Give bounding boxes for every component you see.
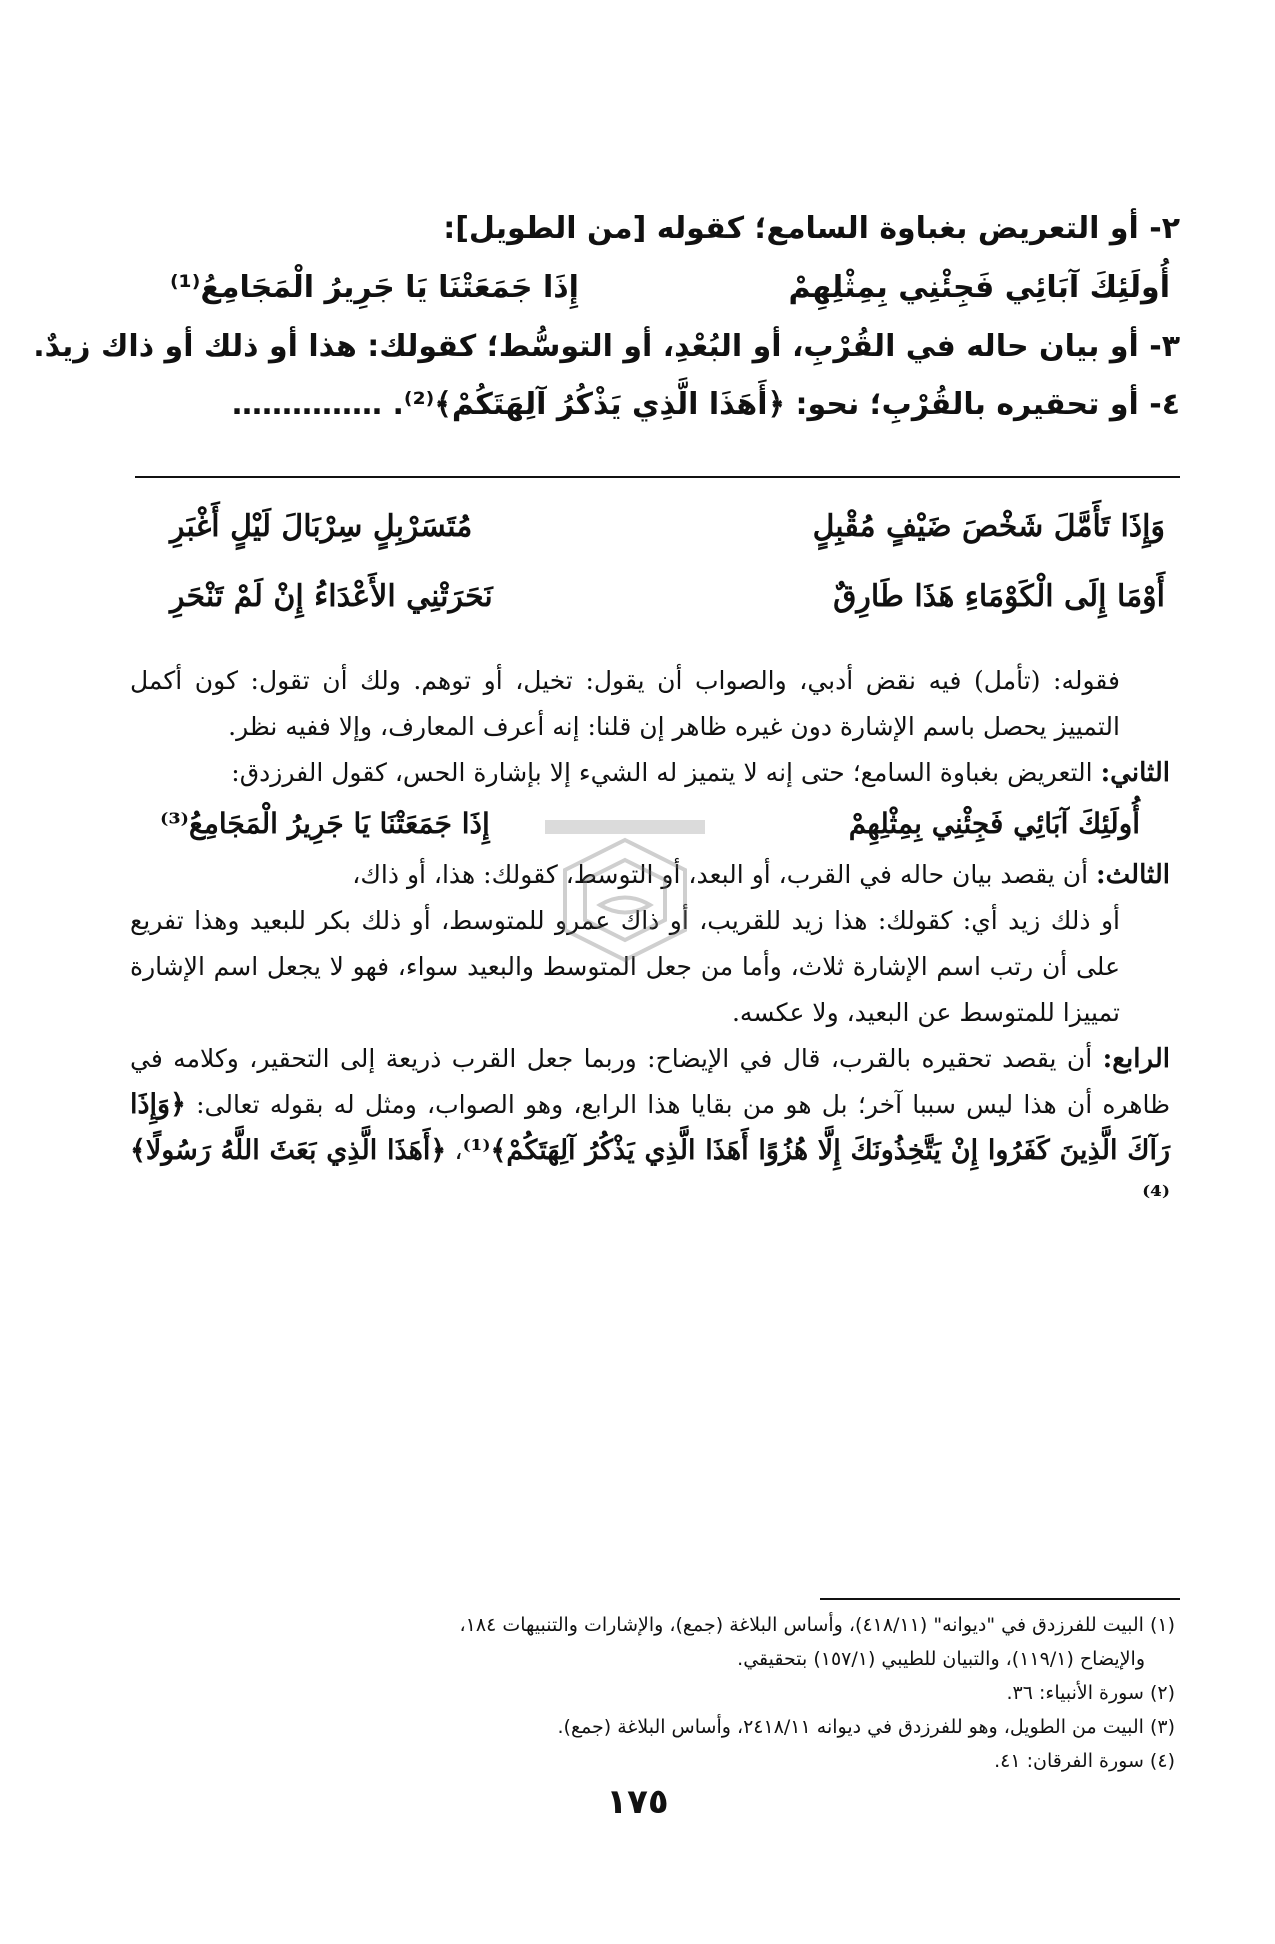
ellipsis-dots: ……………: [231, 387, 382, 422]
footnote-4: (٤) سورة الفرقان: ٤١.: [994, 1750, 1175, 1772]
commentary-paragraph-4-text: أن يقصد تحقيره بالقرب، قال في الإيضاح: وربما جعل القرب ذريعة إلى التحقير، وكلامه في ظاهره أن هذا ليس سببا آخر؛ بل هو من بقايا هذا الرابع، وهو الصواب، ومثل له بقوله تعالى:: [130, 1044, 1170, 1119]
quran-quote-2: ﴿أَهَذَا الَّذِي بَعَثَ اللَّهُ رَسُولًا﴾⁽⁴⁾: [130, 1135, 1170, 1212]
section-label-second: الثاني:: [1100, 758, 1170, 788]
main-text-block: [33, 200, 1180, 434]
matn-line-4: [170, 376, 1180, 434]
divider-line: [135, 476, 1180, 478]
poem-line-2-second: نَحَرَتْنِي الأَعْدَاءُ إِنْ لَمْ تَنْحَرِ: [170, 579, 493, 614]
commentary-paragraph-3-text: أن يقصد بيان حاله في القرب، أو البعد، أو التوسط، كقولك: هذا، أو ذاك،: [352, 860, 1089, 889]
commentary-paragraph-3-cont: أو ذلك زيد أي: كقولك: هذا زيد للقريب، أو ذاك عمرو للمتوسط، أو ذلك بكر للبعيد وهذا تفريع على أن رتب اسم الإشارة ثلاث، وأما من جعل المتوسط والبعيد سواء، فهو لا يجعل اسم الإشارة تمييزا للمتوسط عن البعيد، ولا عكسه.: [130, 906, 1120, 1027]
poem-line-2: [170, 562, 1165, 632]
footnote-rule: [820, 1598, 1180, 1600]
verse-second-hemistich: إِذَا جَمَعَتْنَا يَا جَرِيرُ الْمَجَامِعُ⁽¹⁾: [170, 270, 579, 305]
matn-line-2: ٢- أو التعريض بغباوة السامع؛ كقوله [من الطويل]:: [443, 211, 1180, 246]
commentary-verse-second: إِذَا جَمَعَتْنَا يَا جَرِيرُ الْمَجَامِعُ⁽³⁾: [160, 807, 490, 840]
poem-line-2-first: أَوْمَا إِلَى الْكَوْمَاءِ هَذَا طَارِقٌ: [833, 579, 1165, 614]
commentary-paragraph-2-text: التعريض بغباوة السامع؛ حتى إنه لا يتميز له الشيء إلا بإشارة الحس، كقول الفرزدق:: [231, 758, 1093, 787]
poem-block: [170, 492, 1165, 632]
library-watermark-icon: [525, 820, 725, 1000]
poem-line-1-second: مُتَسَرْبِلٍ سِرْبَالَ لَيْلٍ أَغْبَرِ: [170, 509, 473, 544]
quran-separator: ،: [446, 1136, 463, 1165]
footnote-2: (٢) سورة الأنبياء: ٣٦.: [1006, 1682, 1175, 1704]
footnote-1-cont: والإيضاح (١١٩/١)، والتبيان للطيبي (١٥٧/١) بتحقيقي.: [737, 1648, 1145, 1670]
footnote-3: (٣) البيت من الطويل، وهو للفرزدق في ديوانه ٢٤١٨/١١، وأساس البلاغة (جمع).: [557, 1716, 1175, 1738]
page-number: ١٧٥: [606, 1782, 669, 1822]
commentary-paragraph-4: [130, 1036, 1170, 1220]
matn-line-3: ٣- أو بيان حاله في القُرْبِ، أو البُعْدِ، أو التوسُّط؛ كقولك: هذا أو ذلك أو ذاك زيدٌ.: [33, 329, 1180, 364]
matn-verse: [170, 258, 1180, 318]
footnote-1: (١) البيت للفرزدق في "ديوانه" (٤١٨/١١)، وأساس البلاغة (جمع)، والإشارات والتنبيهات ١٨٤،: [459, 1614, 1175, 1636]
commentary-verse-first: أُولَئِكَ آبَائِي فَجِئْنِي بِمِثْلِهِمْ: [848, 807, 1140, 840]
poem-line-1: [170, 492, 1165, 562]
matn-line-4-text: ٤- أو تحقيره بالقُرْبِ؛ نحو: ﴿أَهَذَا الَّذِي يَذْكُرُ آلِهَتَكُمْ﴾⁽²⁾.: [392, 387, 1180, 422]
commentary-paragraph-2: [130, 750, 1170, 796]
section-label-third: الثالث:: [1096, 860, 1170, 890]
section-label-fourth: الرابع:: [1102, 1044, 1170, 1074]
poem-line-1-first: وَإِذَا تَأَمَّلَ شَخْصَ ضَيْفٍ مُقْبِلٍ: [812, 509, 1165, 544]
commentary-paragraph-1: فقوله: (تأمل) فيه نقض أدبي، والصواب أن يقول: تخيل، أو توهم. ولك أن تقول: كون أكمل التمييز يحصل باسم الإشارة دون غيره ظاهر إن قلنا: إنه أعرف المعارف، وإلا ففيه نظر.: [130, 666, 1120, 741]
verse-first-hemistich: أُولَئِكَ آبَائِي فَجِئْنِي بِمِثْلِهِمْ: [788, 270, 1170, 305]
quran-quote-1: ﴿وَإِذَا رَآكَ الَّذِينَ كَفَرُوا إِنْ يَتَّخِذُونَكَ إِلَّا هُزُوًا أَهَذَا الَّذِي يَذْكُرُ آلِهَتَكُمْ﴾⁽¹⁾: [130, 1089, 1171, 1166]
footnotes: [130, 1608, 1175, 1778]
